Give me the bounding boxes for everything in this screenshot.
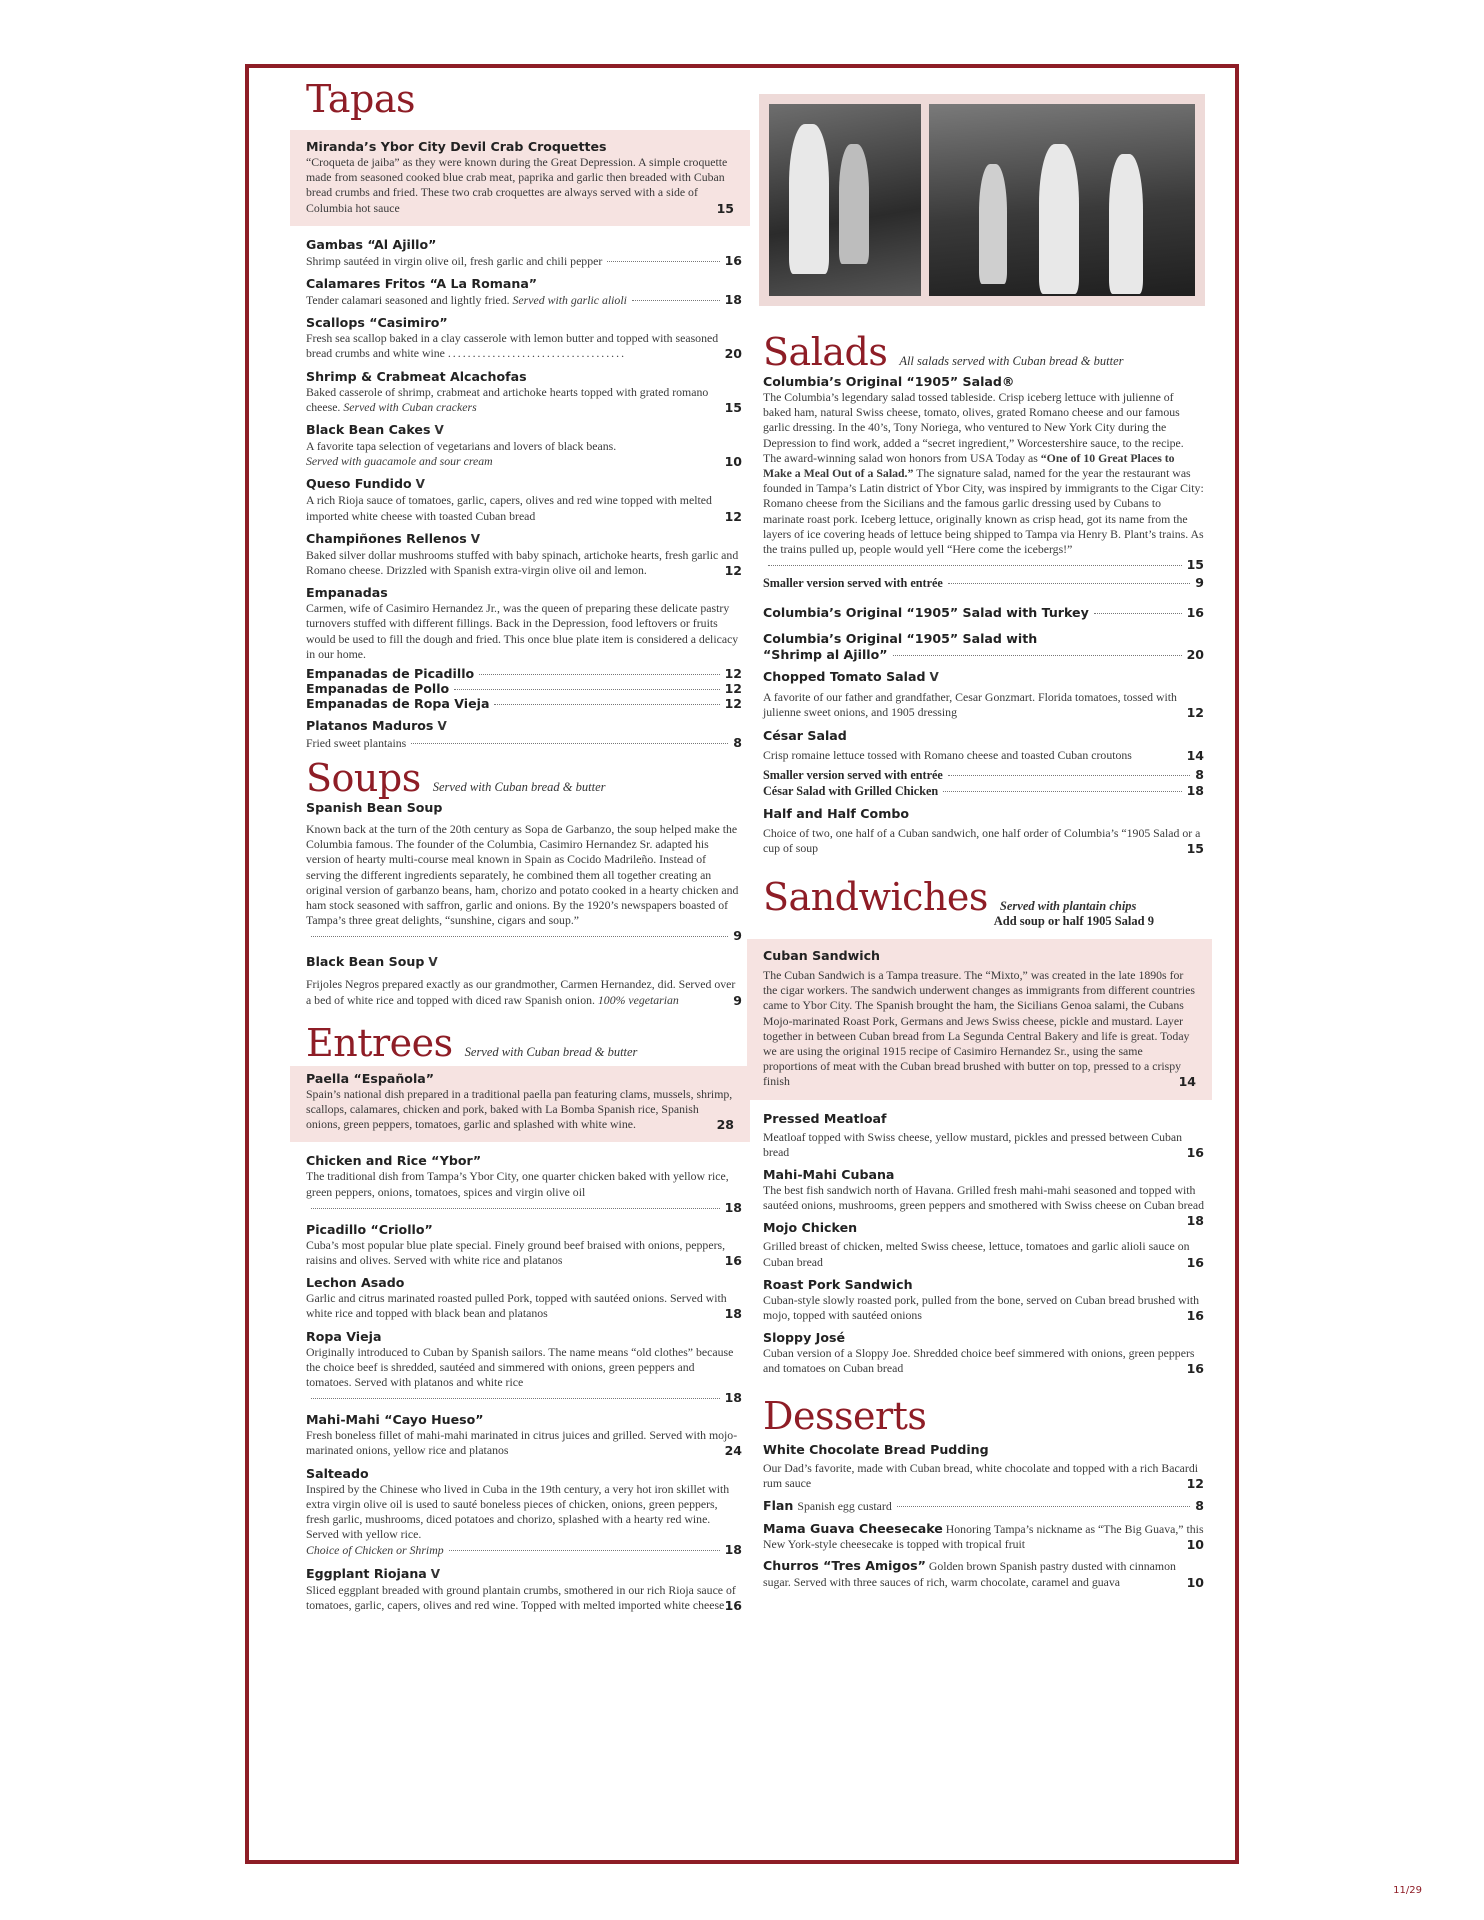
item-name: Mama Guava Cheesecake xyxy=(763,1520,943,1536)
menu-item xyxy=(306,584,742,711)
item-price: 18 xyxy=(724,1199,742,1215)
menu-item xyxy=(306,953,742,1007)
item-desc-italic: Served with guacamole and sour cream xyxy=(306,454,493,469)
menu-item xyxy=(306,799,742,943)
item-desc: Spanish egg custard xyxy=(797,1498,892,1513)
item-desc: The best fish sandwich north of Havana. Grilled fresh mahi-mahi seasoned and topped with sautéed onions, mushrooms, green peppers and smothered with Swiss cheese on Cuban bread xyxy=(763,1183,1204,1213)
menu-item xyxy=(306,475,742,523)
menu-item xyxy=(306,1221,742,1268)
item-desc-italic: Served with garlic alioli xyxy=(512,292,627,307)
item-price: 12 xyxy=(724,508,742,524)
item-name: Shrimp & Crabmeat Alcachofas xyxy=(306,368,527,384)
menu-item xyxy=(306,236,742,269)
item-name: Black Bean Cakes xyxy=(306,421,431,437)
item-name: Columbia’s Original “1905” Salad® xyxy=(763,373,1015,389)
item-price: 10 xyxy=(1186,1537,1204,1553)
item-name: Mojo Chicken xyxy=(763,1220,858,1236)
item-name: Pressed Meatloaf xyxy=(763,1110,887,1126)
item-price: 10 xyxy=(724,454,742,470)
item-name: Champiñones Rellenos xyxy=(306,530,467,546)
item-name: Salteado xyxy=(306,1465,369,1481)
item-name: Queso Fundido xyxy=(306,476,412,492)
menu-item xyxy=(763,1497,1204,1515)
item-name: Picadillo “Criollo” xyxy=(306,1221,433,1237)
menu-item xyxy=(763,605,1204,620)
vegetarian-icon: V xyxy=(434,422,444,437)
item-desc: Sliced eggplant breaded with ground plantain crumbs, smothered in our rich Rioja sauce of tomatoes, garlic, capers, olives and red wine. Topped with melted imported white cheese xyxy=(306,1582,736,1612)
item-price: 16 xyxy=(1186,1361,1204,1377)
menu-item: Columbia’s Original “1905” Salad® The Columbia’s legendary salad tossed tableside. Crisp iceberg lettuce with julienne of baked ham, natural Swiss cheese, tomato, olives, grated Romano cheese and our famous garlic dressing. In the 40’s, Tony Noriega, who ventured to New York City during the Depression to find work, added a “secret ingredient,” Worcestershire sauce, to the recipe. The award-winning salad won honors from USA Today as “One of 10 Great Places to Make a Meal Out of a Salad.” The signature salad, named for the year the restaurant was founded in Tampa’s Latin district of Ybor City, was inspired by immigrants to the Cigar City: Romano cheese from the Sicilians and the famous garlic dressing used by Cubans to marinate roast pork. Iceberg lettuce, originally known as crisp head, got its name from the layers of ice covering heads of lettuce being shipped to Tampa via Henry B. Plant’s trains. As the trains pulled up, people would yell “Here come the icebergs!” 15 Smaller version served with entrée 9 xyxy=(763,373,1204,591)
item-name: Chicken and Rice “Ybor” xyxy=(306,1153,482,1169)
item-price: 15 xyxy=(716,200,734,216)
empanada-option: Empanadas de Pollo 12 xyxy=(306,680,742,696)
left-column xyxy=(306,68,742,1619)
menu-item: César Salad Crisp romaine lettuce tossed with Romano cheese and toasted Cuban croutons 14 Smaller version served with entrée 8 César Salad with Grilled Chicken 18 xyxy=(763,727,1204,798)
desserts-title: Desserts xyxy=(763,1393,927,1438)
item-price: 20 xyxy=(724,346,742,362)
item-name: Ropa Vieja xyxy=(306,1328,382,1344)
item-price: 10 xyxy=(1186,1574,1204,1590)
tapas-title: Tapas xyxy=(306,77,416,121)
item-desc: Shrimp sautéed in virgin olive oil, fresh garlic and chili pepper xyxy=(306,253,603,268)
entrees-title: Entrees xyxy=(306,1020,453,1065)
item-desc: A favorite tapa selection of vegetarians and lovers of black beans. xyxy=(306,438,617,453)
item-price: 16 xyxy=(1186,1254,1204,1270)
item-price: 24 xyxy=(724,1443,742,1459)
paella-highlight xyxy=(290,1066,750,1143)
menu-item xyxy=(306,1411,742,1458)
menu-item xyxy=(306,530,742,578)
item-desc-italic: Choice of Chicken or Shrimp xyxy=(306,1543,444,1558)
soups-title: Soups xyxy=(306,756,421,801)
item-name: Lechon Asado xyxy=(306,1275,405,1291)
menu-item xyxy=(306,1328,742,1406)
item-name: Gambas “Al Ajillo” xyxy=(306,236,437,252)
item-name: Roast Pork Sandwich xyxy=(763,1276,913,1292)
empanada-option: Empanadas de Ropa Vieja 12 xyxy=(306,695,742,711)
menu-item xyxy=(763,1558,1204,1589)
item-price: 20 xyxy=(1186,647,1204,663)
item-price: 12 xyxy=(1186,1475,1204,1491)
salads-note: All salads served with Cuban bread & butter xyxy=(899,354,1124,368)
menu-item xyxy=(306,368,742,415)
item-name: Flan xyxy=(763,1497,794,1513)
item-desc: A favorite of our father and grandfather, Cesar Gonzmart. Florida tomatoes, tossed with julienne sweet onions, and 1905 dressing xyxy=(763,690,1177,720)
item-desc: Carmen, wife of Casimiro Hernandez Jr., was the queen of preparing these delicate pastry turnovers stuffed with different fillings. Back in the Depression, food leftovers or fruits would be used to fill the dough and fried. This once blue plate item is considered a delicacy in our home. xyxy=(306,601,739,661)
vegetarian-icon: V xyxy=(415,477,425,492)
item-desc: Cuban version of a Sloppy Joe. Shredded choice beef simmered with onions, green peppers and tomatoes on Cuban bread xyxy=(763,1346,1195,1376)
item-name: César Salad xyxy=(763,727,847,743)
item-name: Chopped Tomato Salad xyxy=(763,669,926,685)
menu-item xyxy=(306,275,742,308)
kitchen-photo xyxy=(759,94,1205,306)
item-name: White Chocolate Bread Pudding xyxy=(763,1441,989,1457)
salads-title: Salads xyxy=(763,330,888,374)
item-desc: “Croqueta de jaiba” as they were known during the Great Depression. A simple croquette made from seasoned cooked blue crab meat, paprika and garlic then breaded with Cuban bread crumbs and fried. These two crab croquettes are always served with a side of Columbia hot sauce 15 xyxy=(306,154,734,216)
item-desc: Inspired by the Chinese who lived in Cuba in the 19th century, a very hot iron skillet with extra virgin olive oil is used to sauté boneless pieces of chicken, onions, green peppers, fresh garlic, mushrooms, diced potatoes and chorizo, splashed with a hearty red wine. Served with yellow rice. xyxy=(306,1481,730,1542)
item-name: Mahi-Mahi Cubana xyxy=(763,1167,895,1183)
item-name: Columbia’s Original “1905” Salad with Turkey xyxy=(763,605,1089,621)
item-price: 18 xyxy=(724,1390,742,1406)
item-desc: Known back at the turn of the 20th century as Sopa de Garbanzo, the soup helped make the Columbia famous. The founder of the Columbia, Casimiro Hernandez Sr. adapted his version of hearty multi-course meal known in Spain as Cocido Madrileño. Instead of serving the different ingredients separately, he combined them all together creating an original version of garbanzo beans, ham, chorizo and potato cooked in a hearty chicken and ham stock seasoned with saffron, garlic and onions. By the 1920’s newspapers boasted of Tampa’s three great delights, “sunshine, cigars and soup.” xyxy=(306,822,739,928)
item-desc: Spain’s national dish prepared in a traditional paella pan featuring clams, mussels, shrimp, scallops, calamares, chicken and pork, baked with La Bomba Spanish rice, Spanish onions, green peppers, tomatoes, garlic and splashed with white wine. xyxy=(306,1086,733,1132)
vegetarian-icon: V xyxy=(428,955,438,970)
right-column xyxy=(763,330,1204,1596)
item-name: Miranda’s Ybor City Devil Crab Croquettes xyxy=(306,138,607,154)
entrees-note: Served with Cuban bread & butter xyxy=(464,1044,638,1059)
menu-item xyxy=(306,717,742,751)
item-price: 12 xyxy=(1186,705,1204,721)
item-price: 9 xyxy=(733,928,742,944)
item-desc: Fresh boneless fillet of mahi-mahi marinated in citrus juices and grilled. Served with mojo-marinated onions, yellow rice and platanos xyxy=(306,1428,738,1458)
item-desc: Cuba’s most popular blue plate special. Finely ground beef braised with onions, peppers, raisins and olives. Served with white rice and platanos xyxy=(306,1237,726,1267)
item-desc-italic: Served with Cuban crackers xyxy=(343,399,477,414)
item-price: 14 xyxy=(1186,747,1204,763)
item-price: 16 xyxy=(724,252,742,268)
item-price: 18 xyxy=(1186,1213,1204,1229)
item-desc: Tender calamari seasoned and lightly fried. xyxy=(306,292,510,307)
croquettes-highlight xyxy=(290,130,750,226)
item-desc: A rich Rioja sauce of tomatoes, garlic, capers, olives and red wine topped with melted imported white cheese with toasted Cuban bread xyxy=(306,493,712,523)
soups-note: Served with Cuban bread & butter xyxy=(432,780,606,795)
item-price: 18 xyxy=(724,1542,742,1558)
item-price: 8 xyxy=(733,734,742,750)
item-desc: Fried sweet plantains xyxy=(306,735,407,750)
item-name: Churros “Tres Amigos” xyxy=(763,1558,926,1574)
sandwiches-addon: Add soup or half 1905 Salad 9 xyxy=(993,914,1154,929)
item-desc: Grilled breast of chicken, melted Swiss cheese, lettuce, tomatoes and garlic alioli sauce on Cuban bread xyxy=(763,1239,1190,1269)
empanada-option: Empanadas de Picadillo 12 xyxy=(306,665,742,681)
menu-item: Columbia’s Original “1905” Salad with “Shrimp al Ajillo” 20 xyxy=(763,631,1204,663)
menu-item xyxy=(763,805,1204,856)
photo-chef xyxy=(769,104,921,296)
item-desc: Golden brown Spanish pastry dusted with cinnamon sugar. Served with three sauces of rich, warm chocolate, caramel and guava xyxy=(763,1559,1176,1589)
menu-item xyxy=(306,1274,742,1321)
item-price: 15 xyxy=(1186,840,1204,856)
menu-item xyxy=(763,1521,1204,1552)
menu-item xyxy=(306,1465,742,1559)
page-number: 11/29 xyxy=(1393,1885,1422,1896)
item-name: Empanadas xyxy=(306,585,388,601)
item-desc: The traditional dish from Tampa’s Ybor City, one quarter chicken baked with yellow rice, green peppers, onions, tomatoes, spices and virgin olive oil xyxy=(306,1169,729,1199)
item-name: Calamares Fritos “A La Romana” xyxy=(306,275,538,291)
item-price: 16 xyxy=(724,1252,742,1268)
vegetarian-icon: V xyxy=(437,718,447,733)
item-price: 18 xyxy=(724,291,742,307)
sandwiches-title: Sandwiches xyxy=(763,875,988,920)
item-price: 8 xyxy=(1195,1497,1204,1513)
menu-item xyxy=(306,421,742,469)
menu-item xyxy=(763,1441,1204,1491)
item-price: 14 xyxy=(1178,1074,1196,1090)
item-desc: Baked silver dollar mushrooms stuffed with baby spinach, artichoke hearts, fresh garlic and Romano cheese. Drizzled with Spanish extra-virgin olive oil and lemon. xyxy=(306,547,739,577)
vegetarian-icon: V xyxy=(929,670,939,685)
item-name: Eggplant Riojana xyxy=(306,1565,427,1581)
item-desc: Meatloaf topped with Swiss cheese, yellow mustard, pickles and pressed between Cuban bread xyxy=(763,1129,1183,1159)
item-price: 16 xyxy=(1186,1144,1204,1160)
item-price: 12 xyxy=(724,562,742,578)
menu-item: Scallops “Casimiro” Fresh sea scallop baked in a clay casserole with lemon butter and topped with seasoned bread crumbs and white wine .................................... 20 xyxy=(306,315,742,362)
item-price: 16 xyxy=(1186,605,1204,621)
item-desc: Frijoles Negros prepared exactly as our grandmother, Carmen Hernandez, did. Served over a bed of white rice and topped with diced raw Spanish onion. xyxy=(306,977,736,1007)
item-name: Spanish Bean Soup xyxy=(306,800,443,816)
item-price: 15 xyxy=(1186,557,1204,573)
item-price: 16 xyxy=(724,1597,742,1613)
menu-item xyxy=(763,1276,1204,1323)
menu-frame xyxy=(245,64,1239,1864)
item-desc: Crisp romaine lettuce tossed with Romano cheese and toasted Cuban croutons xyxy=(763,747,1132,762)
item-price: 15 xyxy=(724,399,742,415)
menu-item xyxy=(763,1329,1204,1376)
item-desc-italic: 100% vegetarian xyxy=(597,992,679,1007)
vegetarian-icon: V xyxy=(430,1566,441,1581)
photo-kitchen xyxy=(929,104,1195,296)
item-price: 16 xyxy=(1186,1308,1204,1324)
item-desc: Originally introduced to Cuban by Spanish sailors. The name means “old clothes” because the choice beef is shredded, sautéed and simmered with onions, green peppers and tomatoes. Served with platanos and white rice xyxy=(306,1344,734,1389)
item-name: Columbia’s Original “1905” Salad with xyxy=(763,631,1038,647)
menu-item xyxy=(763,1110,1204,1160)
item-desc: Choice of two, one half of a Cuban sandwich, one half order of Columbia’s “1905 Salad or a cup of soup xyxy=(763,825,1201,855)
cuban-highlight xyxy=(747,939,1212,1100)
item-price: 28 xyxy=(716,1117,734,1133)
item-desc: Fresh sea scallop baked in a clay casserole with lemon butter and topped with seasoned bread crumbs and white wine xyxy=(306,331,719,361)
sandwiches-note: Served with plantain chips xyxy=(999,899,1137,914)
item-name: Paella “Española” xyxy=(306,1070,435,1086)
item-desc: Cuban-style slowly roasted pork, pulled from the bone, served on Cuban bread brushed with mojo, topped with sautéed onions xyxy=(763,1292,1200,1323)
item-name: Half and Half Combo xyxy=(763,805,909,821)
item-desc: The signature salad, named for the year the restaurant was founded in Tampa’s Latin district of Ybor City, was inspired by immigrants to the Cigar City: Romano cheese from the Sicilians and the famous garlic dressing used by Cubans to marinate roast pork. Iceberg lettuce, originally known as crisp head, got its name from the layers of ice covering heads of lettuce being shipped to Tampa via Henry B. Plant’s trains. As the trains pulled up, people would yell “Here come the icebergs!” xyxy=(763,465,1204,556)
vegetarian-icon: V xyxy=(470,531,480,546)
item-desc: Honoring Tampa’s nickname as “The Big Guava,” this New York-style cheesecake is topped with tropical fruit xyxy=(763,1521,1204,1552)
menu-item xyxy=(763,1219,1204,1269)
item-price: 9 xyxy=(733,992,742,1008)
menu-item xyxy=(763,668,1204,720)
menu-item xyxy=(306,1565,742,1613)
item-desc: The Cuban Sandwich is a Tampa treasure. The “Mixto,” was created in the late 1890s for the cigar workers. The sandwich underwent changes as immigrants from different countries came to Ybor City. The Spanish brought the ham, the Sicilians Genoa salami, the Cubans Mojo-marinated Roast Pork, Germans and Jews Swiss cheese, pickle and mustard. Layer together in between Cuban bread from La Segunda Central Bakery and life is great. Today we are using the original 1915 recipe of Casimiro Hernandez Sr., using the same proportions of meat with the Cuban bread brushed with butter on top, pressed to a crispy finish xyxy=(763,968,1195,1089)
item-desc: The Columbia’s legendary salad tossed tableside. Crisp iceberg lettuce with julienne of baked ham, natural Swiss cheese, tomato, olives, grated Romano cheese and our famous garlic dressing. In the 40’s, Tony Noriega, who ventured to New York City during the Depression to find work, added a “secret ingredient,” Worcestershire sauce, to the recipe. The award-winning salad won honors from USA Today as xyxy=(763,389,1184,465)
item-name: Mahi-Mahi “Cayo Hueso” xyxy=(306,1412,484,1428)
item-desc: Our Dad’s favorite, made with Cuban bread, white chocolate and topped with a rich Bacardi rum sauce xyxy=(763,1460,1199,1490)
item-desc: Baked casserole of shrimp, crabmeat and artichoke hearts topped with grated romano cheese. xyxy=(306,384,709,414)
item-name: Platanos Maduros xyxy=(306,717,434,733)
item-name: Sloppy José xyxy=(763,1330,846,1346)
item-name: Scallops “Casimiro” xyxy=(306,315,448,331)
item-desc-bold: “One of 10 Great Places to Make a Meal Out of a Salad.” xyxy=(763,450,1175,480)
item-name: Cuban Sandwich xyxy=(763,948,881,964)
item-desc: Garlic and citrus marinated roasted pulled Pork, topped with sautéed onions. Served with white rice and topped with black bean and platanos xyxy=(306,1291,727,1321)
item-price: 18 xyxy=(724,1306,742,1322)
menu-item xyxy=(306,1152,742,1214)
item-name: Black Bean Soup xyxy=(306,954,425,970)
